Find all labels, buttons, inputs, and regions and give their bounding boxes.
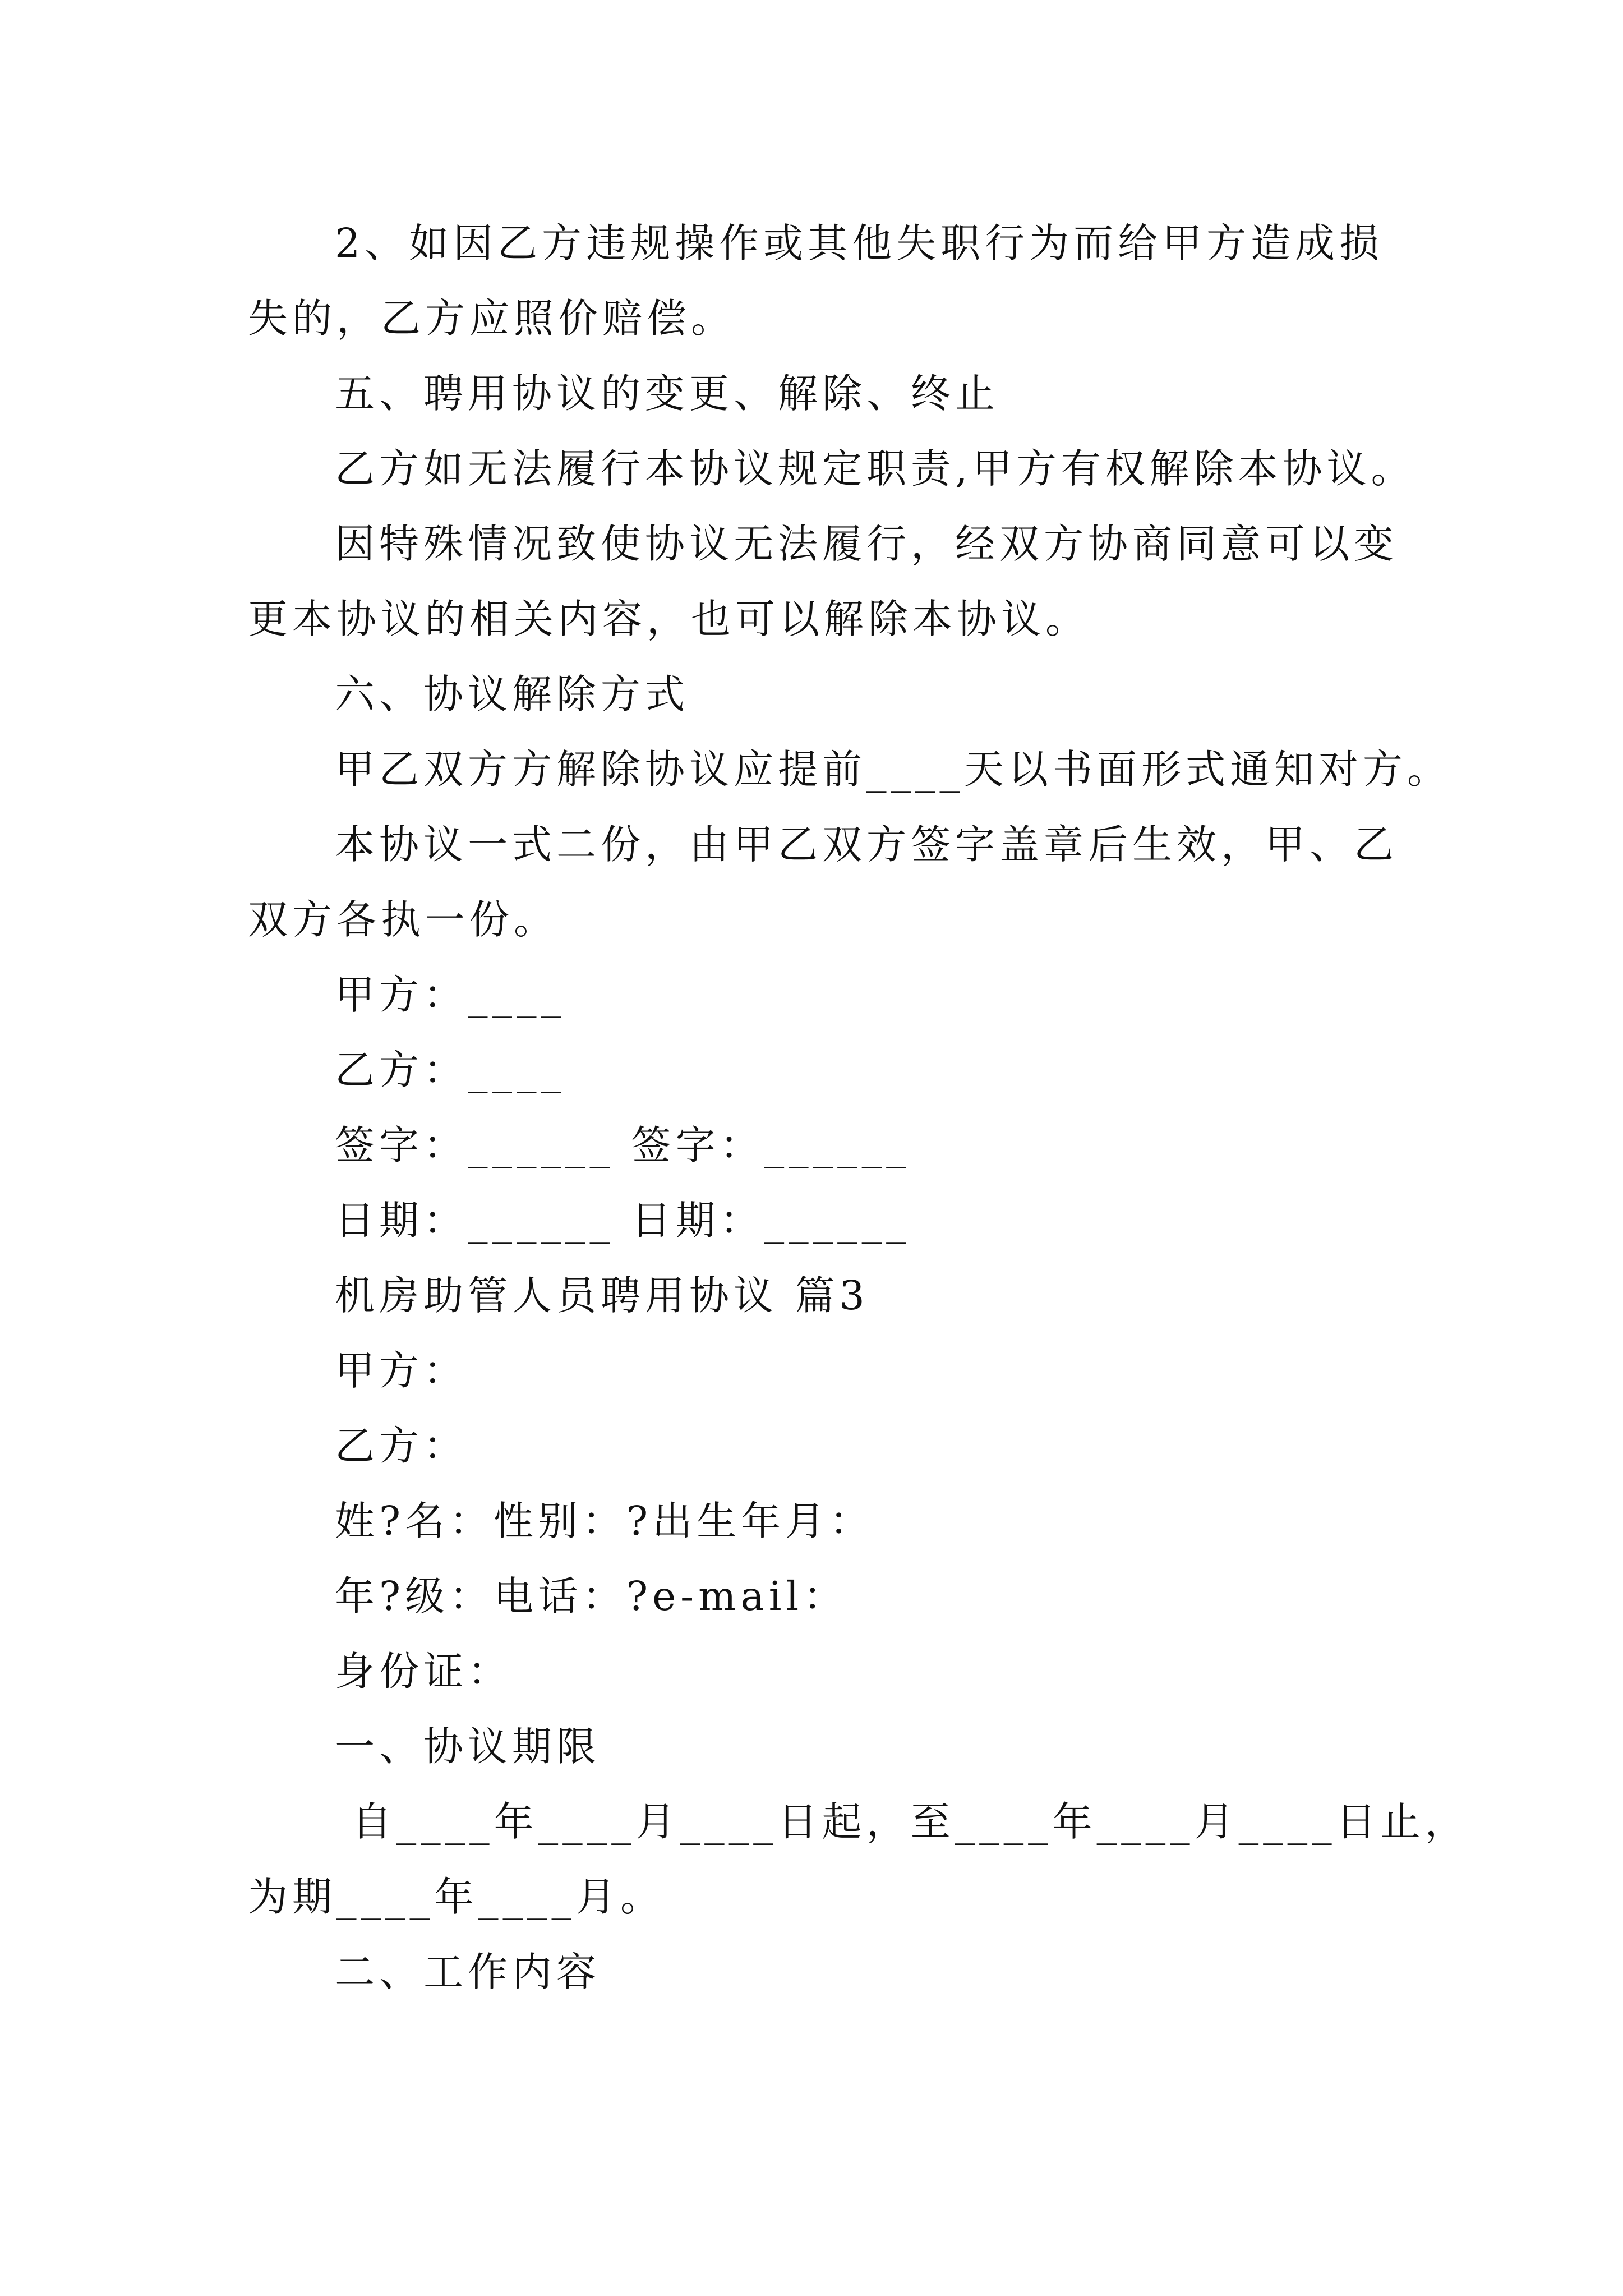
party-a-label: 甲方： — [335, 1347, 468, 1394]
copies-para-line-1: 本协议一式二份，由甲乙双方签字盖章后生效，甲、乙 — [335, 821, 1399, 868]
section-1-heading: 一、协议期限 — [335, 1723, 601, 1770]
copies-para-line-2: 双方各执一份。 — [248, 896, 559, 943]
clause-4-2-line-1: 2、如因乙方违规操作或其他失职行为而给甲方造成损 — [335, 220, 1384, 266]
section-5-para-1: 乙方如无法履行本协议规定职责,甲方有权解除本协议。 — [335, 445, 1415, 492]
agreement-3-title: 机房助管人员聘用协议 篇3 — [335, 1272, 869, 1319]
party-a-signature-line: 甲方：____ — [335, 972, 566, 1018]
id-card-line: 身份证： — [335, 1648, 513, 1695]
clause-4-2-line-2: 失的，乙方应照价赔偿。 — [248, 295, 736, 342]
section-6-para-1: 甲乙双方方解除协议应提前____天以书面形式通知对方。 — [335, 746, 1452, 793]
term-period-line-1: 自____年____月____日起，至____年____月____日止， — [335, 1798, 1469, 1845]
section-5-para-2-line-1: 因特殊情况致使协议无法履行，经双方协商同意可以变 — [335, 521, 1399, 567]
section-5-heading: 五、聘用协议的变更、解除、终止 — [335, 370, 1000, 417]
personal-info-line-2: 年?级：电话：?e-mail： — [335, 1573, 848, 1619]
personal-info-line-1: 姓?名：性别：?出生年月： — [335, 1498, 874, 1544]
section-5-para-2-line-2: 更本协议的相关内容，也可以解除本协议。 — [248, 596, 1090, 642]
term-period-line-2: 为期____年____月。 — [248, 1874, 665, 1920]
section-2-heading: 二、工作内容 — [335, 1949, 601, 1995]
signature-row: 签字：______ 签字：______ — [335, 1122, 911, 1168]
party-b-signature-line: 乙方：____ — [335, 1047, 566, 1093]
party-b-label: 乙方： — [335, 1423, 468, 1469]
section-6-heading: 六、协议解除方式 — [335, 671, 690, 717]
date-row: 日期：______ 日期：______ — [335, 1197, 911, 1244]
